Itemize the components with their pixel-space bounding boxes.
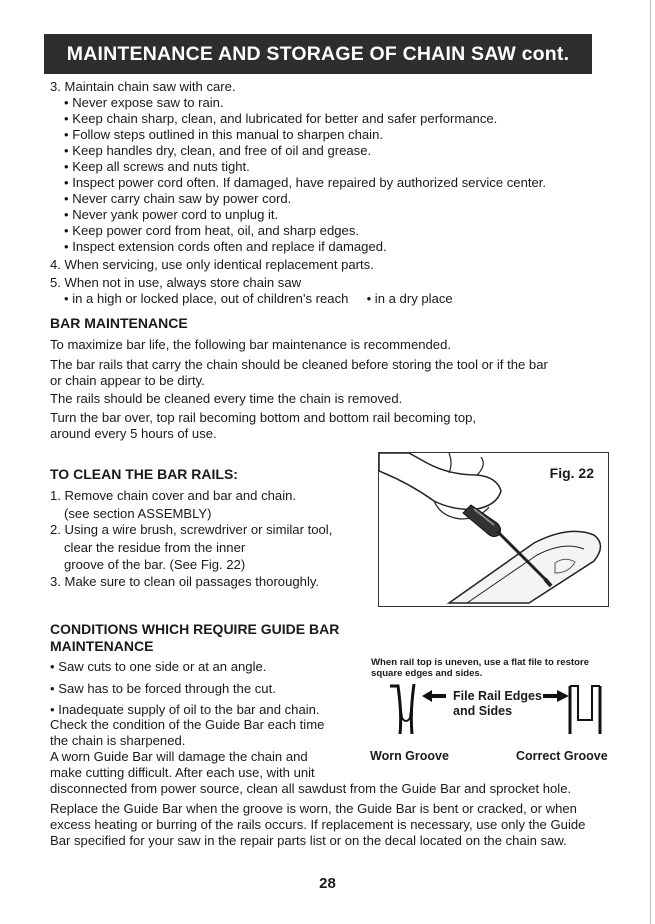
care-bullet: • Keep all screws and nuts tight. (64, 159, 250, 174)
file-sides-label: and Sides (453, 704, 513, 718)
correct-groove-label: Correct Groove (516, 749, 608, 763)
clean-step: 1. Remove chain cover and bar and chain. (50, 488, 297, 503)
conditions-heading-line2: MAINTENANCE (50, 638, 154, 654)
clean-rails-heading: TO CLEAN THE BAR RAILS: (50, 466, 238, 482)
condition-text-full: excess heating or burring of the rails occurs. If replacement is necessary, use only the Guide (50, 817, 586, 832)
correct-groove-icon (566, 684, 606, 744)
bar-maintenance-heading: BAR MAINTENANCE (50, 315, 188, 331)
condition-text: • Inadequate supply of oil to the bar and chain. (50, 702, 320, 717)
care-bullet: • Keep chain sharp, clean, and lubricated for better and safer performance. (64, 111, 498, 126)
section-header (44, 34, 592, 74)
bar-maintenance-text: around every 5 hours of use. (50, 426, 217, 441)
file-note-line1: When rail top is uneven, use a flat file to restore (371, 657, 590, 668)
section-title: MAINTENANCE AND STORAGE OF CHAIN SAW cont. (66, 42, 570, 65)
figure-22 (378, 452, 609, 607)
conditions-heading-line1: CONDITIONS WHICH REQUIRE GUIDE BAR (50, 621, 340, 637)
bar-maintenance-text: To maximize bar life, the following bar maintenance is recommended. (50, 337, 452, 352)
clean-step: 2. Using a wire brush, screwdriver or similar tool, (50, 522, 333, 537)
figure-22-label: Fig. 22 (549, 465, 594, 481)
worn-groove-label: Worn Groove (370, 749, 449, 763)
condition-text-full: Bar specified for your saw in the repair parts list or on the decal located on the chain saw. (50, 833, 567, 848)
care-item-5: 5. When not in use, always store chain saw (50, 275, 302, 290)
care-item-3: 3. Maintain chain saw with care. (50, 79, 236, 94)
condition-text-full: disconnected from power source, clean all sawdust from the Guide Bar and sprocket hole. (50, 781, 572, 796)
condition-text: • Saw cuts to one side or at an angle. (50, 659, 267, 674)
bar-maintenance-text: The bar rails that carry the chain should be cleaned before storing the tool or if the bar (50, 357, 548, 372)
condition-text: the chain is sharpened. (50, 733, 186, 748)
condition-text: Check the condition of the Guide Bar each time (50, 717, 325, 732)
page-number: 28 (319, 875, 336, 892)
clean-step: (see section ASSEMBLY) (64, 506, 212, 521)
file-note-line2: square edges and sides. (371, 668, 483, 679)
condition-text: • Saw has to be forced through the cut. (50, 681, 276, 696)
condition-text: A worn Guide Bar will damage the chain and (50, 749, 308, 764)
page-edge (650, 0, 651, 924)
care-bullet: • Inspect power cord often. If damaged, have repaired by authorized service center. (64, 175, 547, 190)
bar-maintenance-text: or chain appear to be dirty. (50, 373, 205, 388)
condition-text: make cutting difficult. After each use, with unit (50, 765, 315, 780)
clean-step: 3. Make sure to clean oil passages thoroughly. (50, 574, 320, 589)
care-bullet: • Never yank power cord to unplug it. (64, 207, 279, 222)
care-bullet: • Follow steps outlined in this manual to sharpen chain. (64, 127, 384, 142)
file-rail-edges-label: File Rail Edges (453, 689, 542, 703)
care-bullet: • Never expose saw to rain. (64, 95, 224, 110)
care-bullet: • Keep power cord from heat, oil, and sharp edges. (64, 223, 359, 238)
clean-step: clear the residue from the inner (64, 540, 246, 555)
care-bullet: • Never carry chain saw by power cord. (64, 191, 292, 206)
bar-maintenance-text: The rails should be cleaned every time the chain is removed. (50, 391, 403, 406)
clean-step: groove of the bar. (See Fig. 22) (64, 557, 246, 572)
care-bullet: • Keep handles dry, clean, and free of oil and grease. (64, 143, 372, 158)
care-bullet: • Inspect extension cords often and replace if damaged. (64, 239, 387, 254)
care-item-5-sub: • in a high or locked place, out of children's reach • in a dry place (64, 291, 453, 306)
bar-maintenance-text: Turn the bar over, top rail becoming bottom and bottom rail becoming top, (50, 410, 477, 425)
condition-text-full: Replace the Guide Bar when the groove is worn, the Guide Bar is bent or cracked, or when (50, 801, 577, 816)
care-item-4: 4. When servicing, use only identical replacement parts. (50, 257, 374, 272)
